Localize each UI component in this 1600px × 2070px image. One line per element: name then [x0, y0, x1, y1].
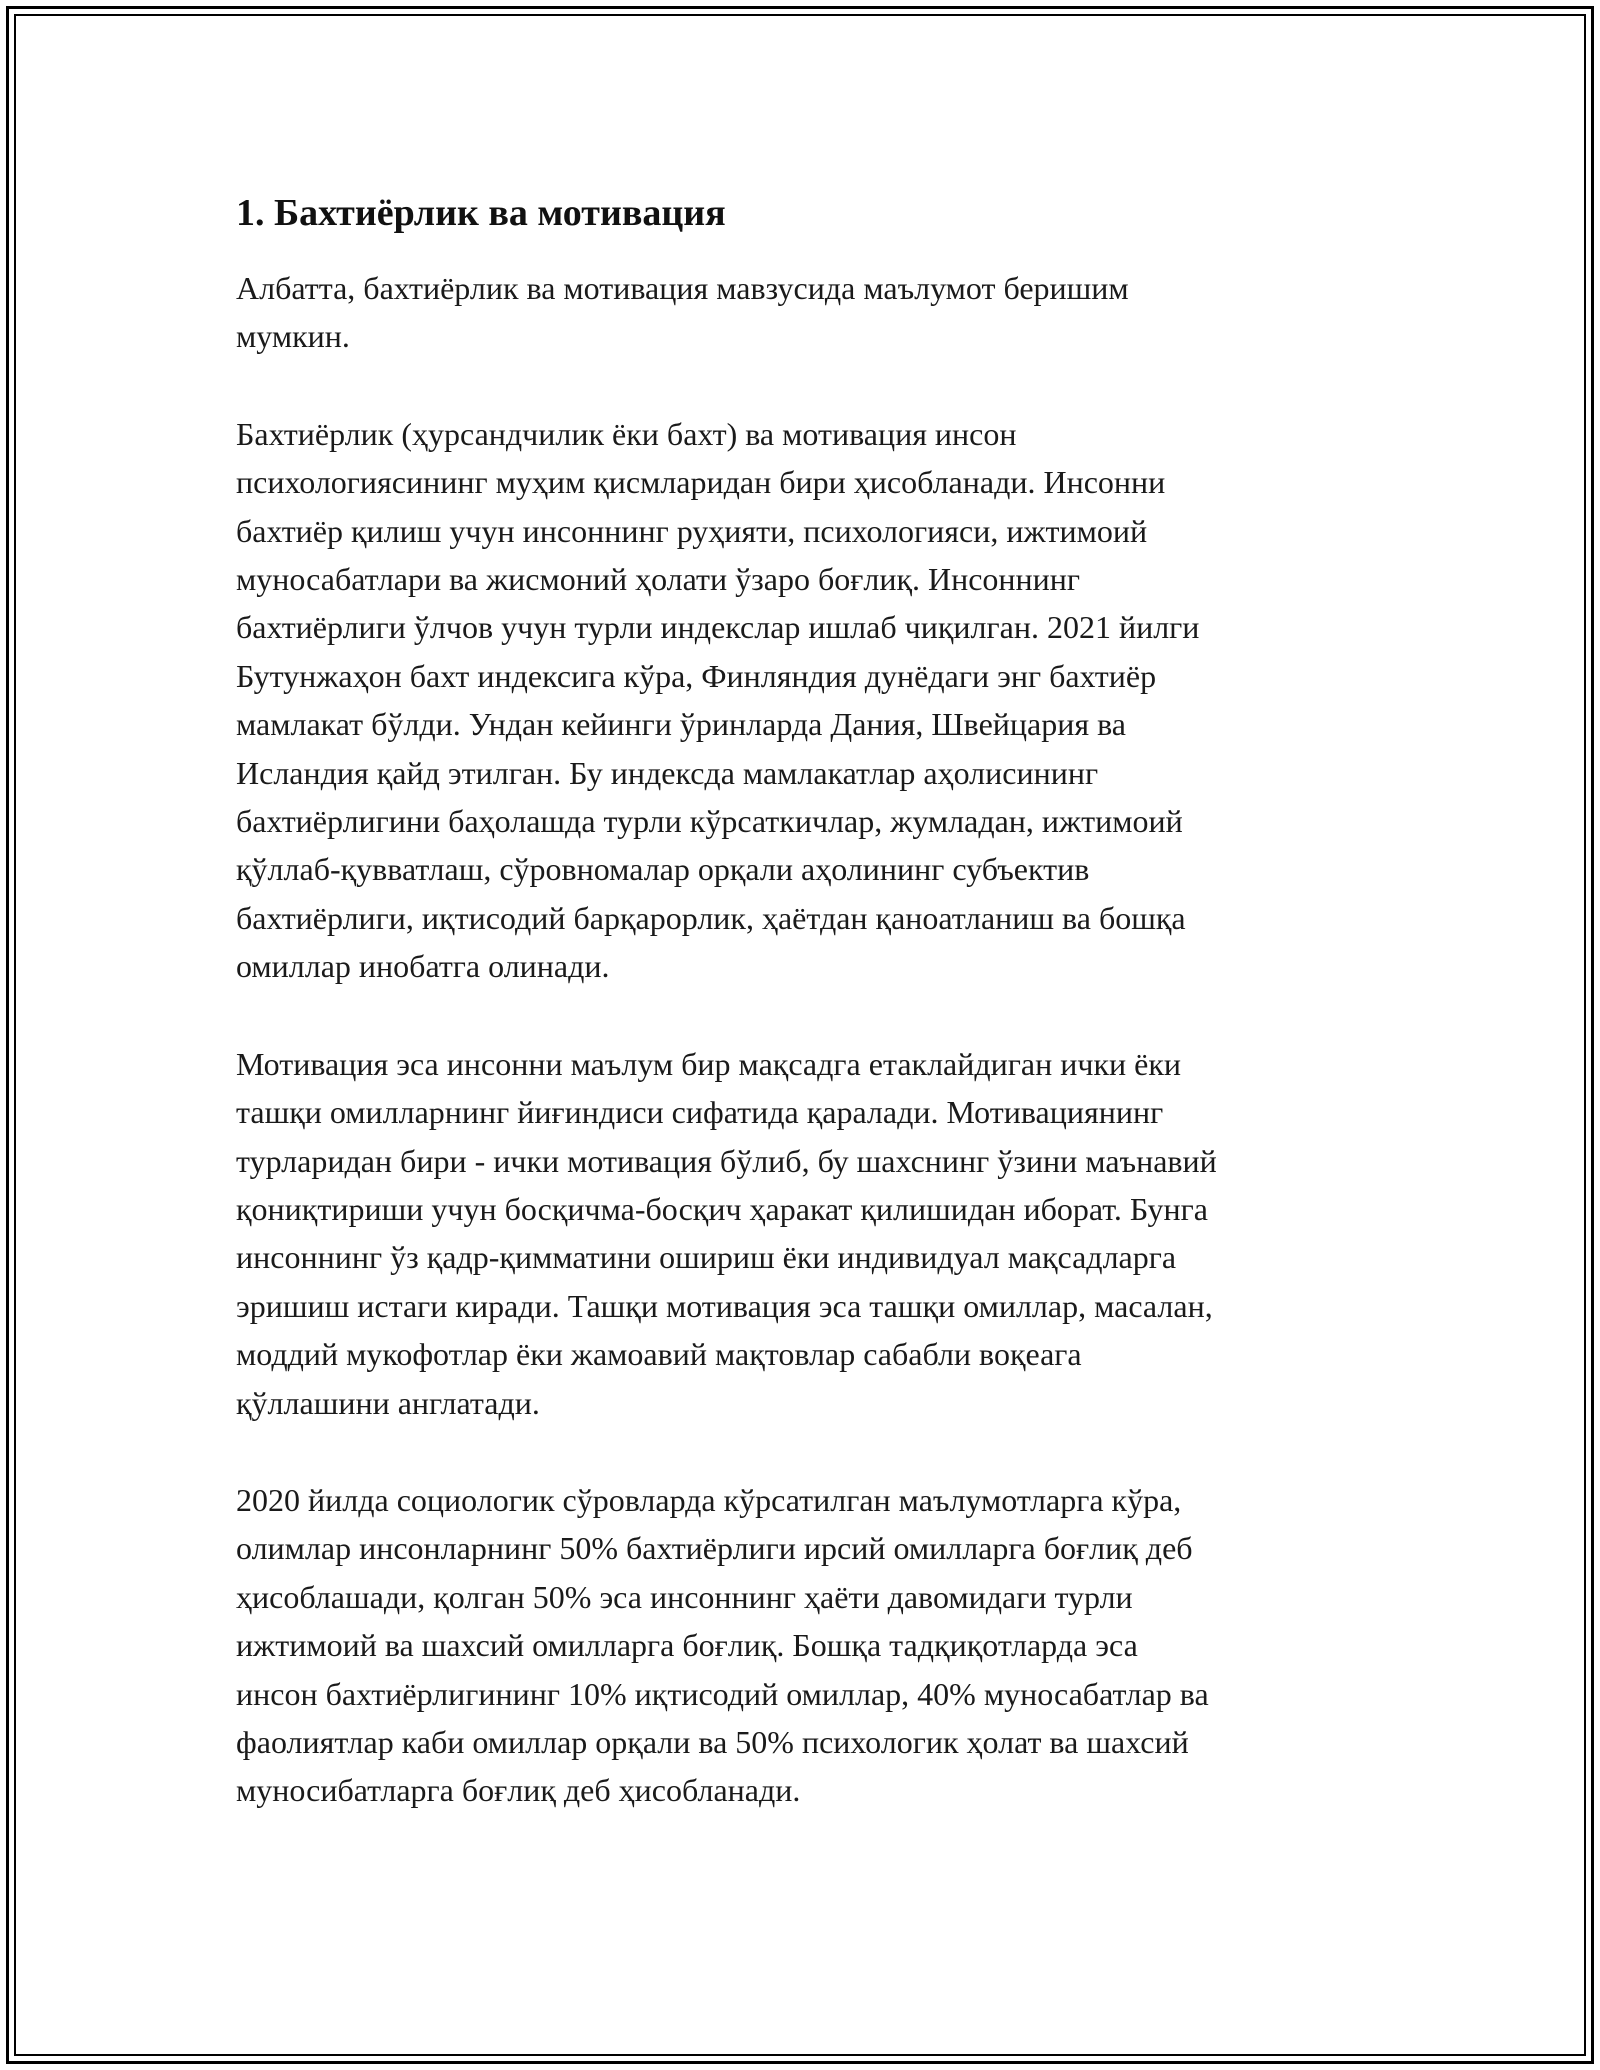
paragraph-intro: Албатта, бахтиёрлик ва мотивация мавзусида маълумот беришим мумкин. — [236, 270, 1129, 355]
paragraph-research: 2020 йилда социологик сўровларда кўрсатилган маълумотларга кўра, олимлар инсонларнинг 50% бахтиёрлиги ирсий омилларга боғлиқ деб ҳисоблашади, қолган 50% эса инсоннинг ҳаёти давомидаги турли ижтимоий ва шахсий омилларга боғлиқ. Бошқа тадқиқотларда эса инсон бахтиёрлигининг 10% иқтисодий омиллар, 40% муносабатлар ва фаолиятлар каби омиллар орқали ва 50% психологик ҳолат ва шахсий муносибатларга боғлиқ деб ҳисобланади. — [236, 1481, 1209, 1809]
document-title: 1. Бахтиёрлик ва мотивация — [236, 192, 726, 234]
paragraph-happiness: Бахтиёрлик (ҳурсандчилик ёки бахт) ва мотивация инсон психологиясининг муҳим қисмларидан бири ҳисобланади. Инсонни бахтиёр қилиш учун инсоннинг руҳияти, психологияси, ижтимоий муносабатлари ва жисмоний ҳолати ўзаро боғлиқ. Инсоннинг бахтиёрлиги ўлчов учун турли индекслар ишлаб чиқилган. 2021 йилги Бутунжаҳон бахт индексига кўра, Финляндия дунёдаги энг бахтиёр мамлакат бўлди. Ундан кейинги ўринларда Дания, Швейцария ва Исландия қайд этилган. Бу индексда мамлакатлар аҳолисининг бахтиёрлигини баҳолашда турли кўрсаткичлар, жумладан, ижтимоий қўллаб-қувватлаш, сўровномалар орқали аҳолининг субъектив бахтиёрлиги, иқтисодий барқарорлик, ҳаётдан қаноатланиш ва бошқа омиллар инобатга олинади. — [236, 415, 1200, 985]
document-body — [236, 188, 1386, 1864]
paragraph-motivation: Мотивация эса инсонни маълум бир мақсадга етаклайдиган ички ёки ташқи омилларнинг йиғиндиси сифатида қаралади. Мотивациянинг турларидан бири - ички мотивация бўлиб, бу шахснинг ўзини маънавий қониқтириши учун босқичма-босқич ҳаракат қилишидан иборат. Бунга инсоннинг ўз қадр-қимматини ошириш ёки индивидуал мақсадларга эришиш истаги киради. Ташқи мотивация эса ташқи омиллар, масалан, моддий мукофотлар ёки жамоавий мақтовлар сабабли воқеага қўллашини англатади. — [236, 1045, 1217, 1421]
